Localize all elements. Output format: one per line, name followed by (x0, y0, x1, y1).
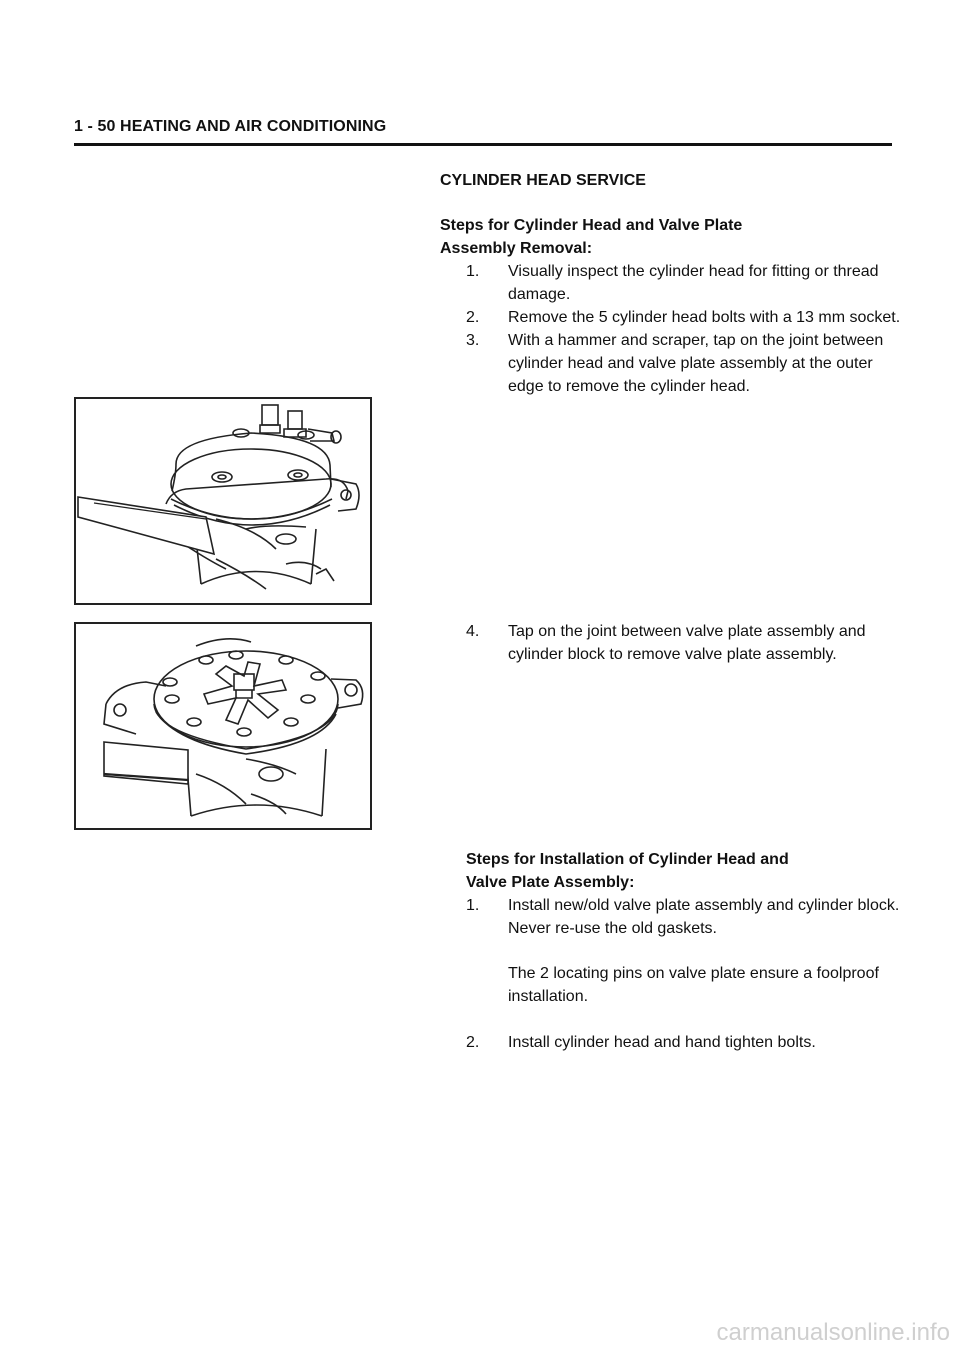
figure-cylinder-head-removal (74, 397, 372, 605)
install-note: The 2 locating pins on valve plate ensure a foolproof installation. (508, 965, 879, 1005)
figure-valve-plate-removal (74, 622, 372, 830)
watermark: carmanualsonline.info (716, 1319, 950, 1346)
installation-heading: Steps for Installation of Cylinder Head and Valve Plate Assembly: (466, 851, 789, 891)
header-rule (74, 143, 892, 146)
section-title: CYLINDER HEAD SERVICE (440, 172, 646, 189)
cylinder-head-illustration (76, 399, 370, 603)
removal-heading: Steps for Cylinder Head and Valve Plate Assembly Removal: (440, 217, 743, 257)
page-header: 1 - 50 HEATING AND AIR CONDITIONING (74, 118, 387, 135)
valve-plate-illustration (76, 624, 370, 828)
